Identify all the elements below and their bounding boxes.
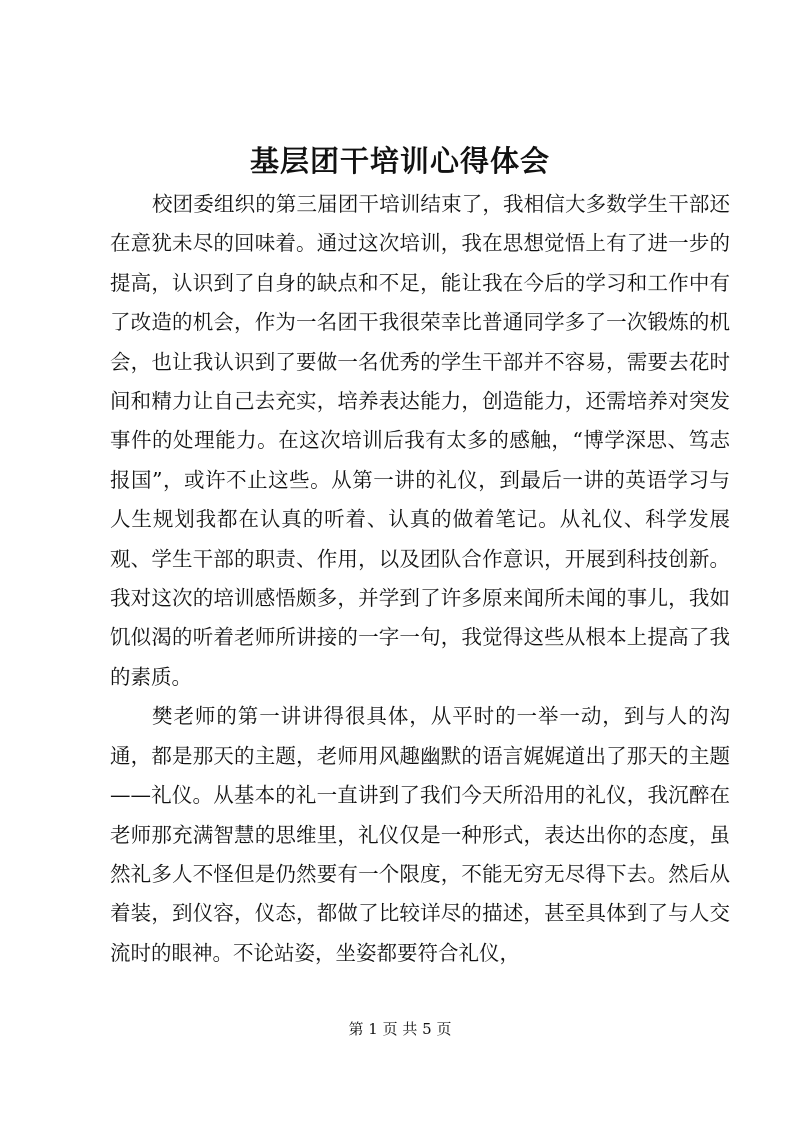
paragraph-1: 校团委组织的第三届团干培训结束了，我相信大多数学生干部还在意犹未尽的回味着。通过这次培训，我在思想觉悟上有了进一步的提高，认识到了自身的缺点和不足，能让我在今后的学习和工作中有了改造的机会，作为一名团干我很荣幸比普通同学多了一次锻炼的机会，也让我认识到了要做一名优秀的学生干部并不容易，需要去花时间和精力让自己去充实，培养表达能力，创造能力，还需培养对突发事件的处理能力。在这次培训后我有太多的感触，“博学深思、笃志报国”，或许不止这些。从第一讲的礼仪，到最后一讲的英语学习与人生规划我都在认真的听着、认真的做着笔记。从礼仪、科学发展观、学生干部的职责、作用，以及团队合作意识，开展到科技创新。我对这次的培训感悟颇多，并学到了许多原来闻所未闻的事儿，我如饥似渴的听着老师所讲接的一字一句，我觉得这些从根本上提高了我的素质。 — [110, 192, 730, 689]
page-title: 基层团干培训心得体会 — [249, 144, 550, 178]
page-footer: 第 1 页 共 5 页 — [348, 1020, 452, 1038]
document-body — [110, 185, 730, 973]
paragraph-2: 樊老师的第一讲讲得很具体，从平时的一举一动，到与人的沟通，都是那天的主题，老师用风趣幽默的语言娓娓道出了那天的主题——礼仪。从基本的礼一直讲到了我们今天所沿用的礼仪，我沉醉在老师那充满智慧的思维里，礼仪仅是一种形式，表达出你的态度，虽然礼多人不怪但是仍然要有一个限度，不能无穷无尽得下去。然后从着装，到仪容，仪态，都做了比较详尽的描述，甚至具体到了与人交流时的眼神。不论站姿，坐姿都要符合礼仪， — [110, 704, 730, 965]
